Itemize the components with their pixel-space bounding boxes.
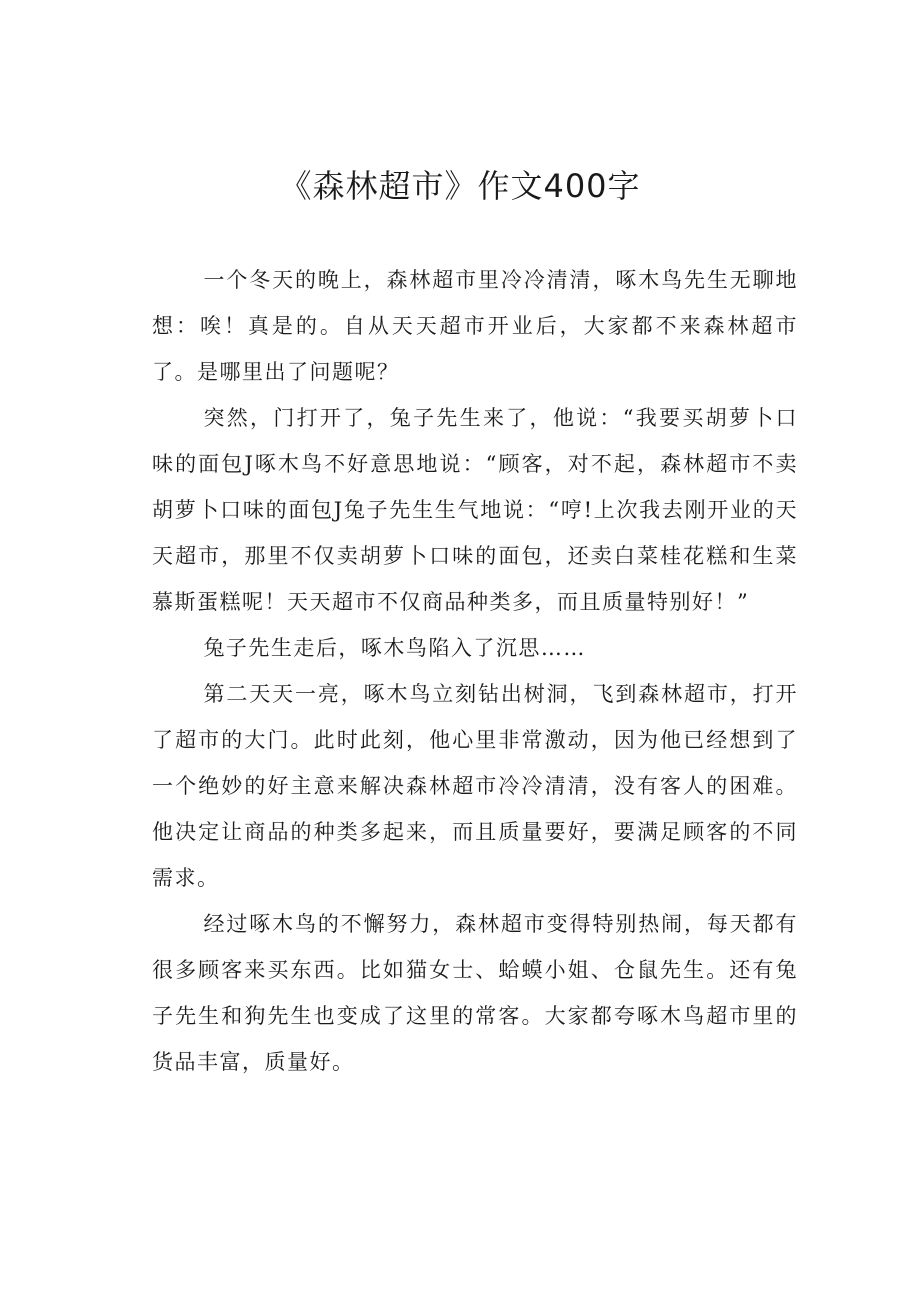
paragraph-5: 经过啄木鸟的不懈努力，森林超市变得特别热闹，每天都有很多顾客来买东西。比如猫女士、蛤蟆小姐、仓鼠先生。还有兔子先生和狗先生也变成了这里的常客。大家都夸啄木鸟超市里的货品丰富，质量好。 xyxy=(152,912,798,1074)
paragraph-1: 一个冬天的晚上，森林超市里冷冷清清，啄木鸟先生无聊地想：唉！真是的。自从天天超市开业后，大家都不来森林超市了。是哪里出了问题呢？ xyxy=(152,268,798,384)
document-body xyxy=(152,257,798,1085)
paragraph-4: 第二天天一亮，啄木鸟立刻钻出树洞，飞到森林超市，打开了超市的大门。此时此刻，他心里非常激动，因为他已经想到了一个绝妙的好主意来解决森林超市冷冷清清，没有客人的困难。他决定让商品的种类多起来，而且质量要好，要满足顾客的不同需求。 xyxy=(152,682,798,890)
paragraph-2: 突然，门打开了，兔子先生来了，他说：“我要买胡萝卜口味的面包J啄木鸟不好意思地说：“顾客，对不起，森林超市不卖胡萝卜口味的面包J兔子先生生气地说：“哼!上次我去刚开业的天天超市，那里不仅卖胡萝卜口味的面包，还卖白菜桂花糕和生菜慕斯蛋糕呢！天天超市不仅商品种类多，而且质量特别好！” xyxy=(152,406,798,614)
paragraph-3: 兔子先生走后，啄木鸟陷入了沉思…… xyxy=(203,636,586,660)
document-title: 《森林超市》作文400字 xyxy=(279,167,641,205)
